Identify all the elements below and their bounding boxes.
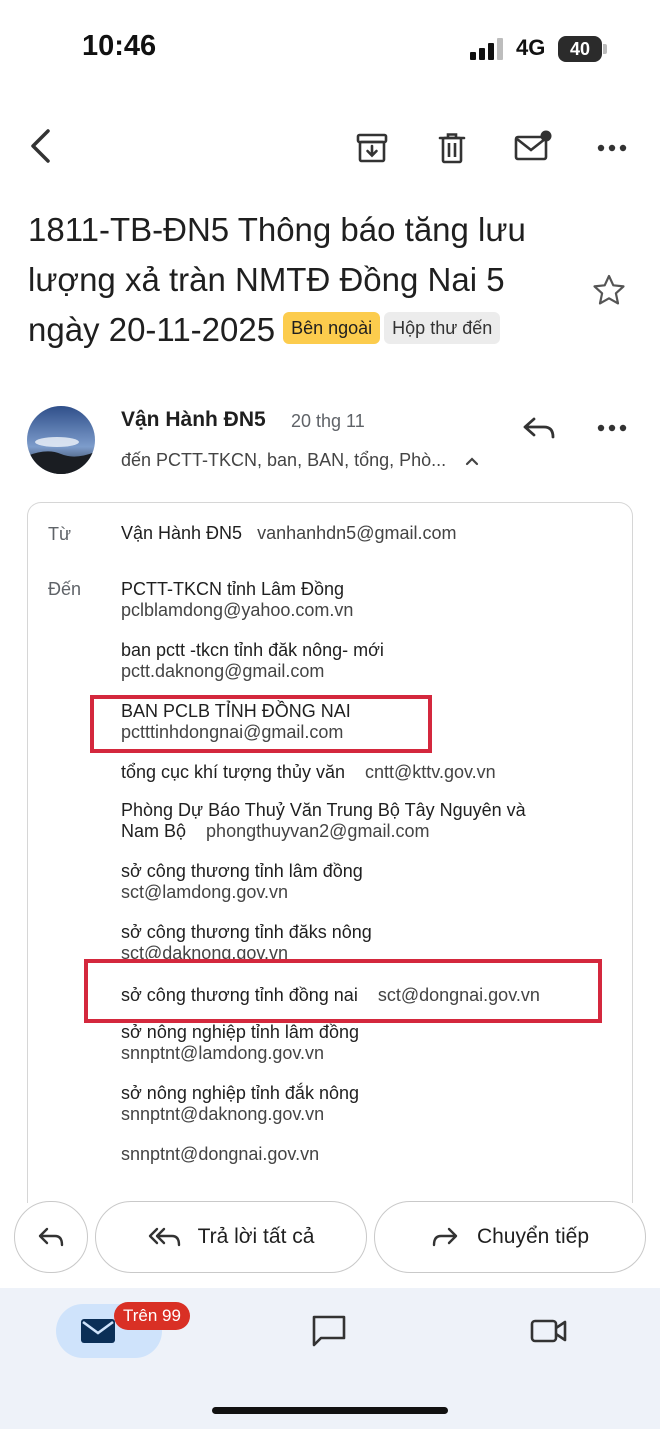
nav-chat-tab[interactable]: [304, 1308, 354, 1354]
chevron-left-icon: [27, 128, 53, 164]
nav-meet-tab[interactable]: [524, 1308, 574, 1354]
recipient-email[interactable]: snnptnt@daknong.gov.vn: [121, 1104, 325, 1124]
subject-line-3-text: ngày 20-11-2025: [28, 311, 276, 348]
battery-icon: 40: [558, 36, 602, 62]
sender-avatar[interactable]: [27, 406, 95, 474]
more-horizontal-icon: [597, 424, 627, 432]
signal-icon: [470, 38, 506, 60]
mail-unread-icon: [513, 129, 553, 165]
from-row: [121, 523, 456, 544]
recipient-name: sở công thương tỉnh đồng nai: [121, 985, 358, 1005]
chat-icon: [311, 1314, 347, 1348]
label-inbox[interactable]: Hộp thư đến: [384, 312, 500, 344]
star-button[interactable]: [586, 268, 632, 312]
recipient-name: BAN PCLB TỈNH ĐỒNG NAI: [121, 701, 351, 721]
reply-all-button[interactable]: [95, 1201, 367, 1273]
recipient-name: sở nông nghiệp tỉnh đắk nông: [121, 1083, 359, 1103]
avatar-image: [27, 406, 95, 474]
from-label: Từ: [48, 524, 72, 544]
recipient-name: sở công thương tỉnh đăks nông: [121, 922, 372, 942]
subject-line-1: 1811-TB-ĐN5 Thông báo tăng lưu: [28, 211, 526, 248]
from-email[interactable]: vanhanhdn5@gmail.com: [257, 523, 457, 543]
recipient-email[interactable]: sct@daknong.gov.vn: [121, 943, 289, 963]
recipients-summary-text: đến PCTT-TKCN, ban, BAN, tổng, Phò...: [121, 450, 447, 470]
forward-button[interactable]: [374, 1201, 646, 1273]
recipient-item: [121, 762, 496, 783]
home-indicator: [212, 1407, 448, 1414]
status-time: 10:46: [82, 30, 157, 62]
recipient-item: [121, 922, 372, 964]
chevron-up-icon: [465, 456, 479, 466]
email-subject: [28, 205, 588, 355]
to-label: Đến: [48, 579, 82, 599]
mail-badge: Trên 99: [114, 1302, 190, 1330]
subject-line-2: lượng xả tràn NMTĐ Đồng Nai 5: [28, 261, 505, 298]
recipient-email[interactable]: pclblamdong@yahoo.com.vn: [121, 600, 354, 620]
recipient-email[interactable]: pctt.daknong@gmail.com: [121, 661, 325, 681]
recipient-name: sở nông nghiệp tỉnh lâm đồng: [121, 1022, 359, 1042]
network-type: 4G: [516, 35, 546, 60]
trash-icon: [437, 131, 467, 165]
recipient-details-card: [27, 502, 633, 1203]
reply-icon: [522, 415, 556, 441]
reply-all-icon: [148, 1226, 182, 1248]
recipient-email[interactable]: sct@lamdong.gov.vn: [121, 882, 289, 902]
recipient-email[interactable]: snnptnt@dongnai.gov.vn: [121, 1144, 320, 1164]
reply-icon: [37, 1226, 65, 1248]
reply-button[interactable]: [14, 1201, 88, 1273]
battery-tip: [603, 44, 607, 54]
recipient-item: [121, 640, 384, 682]
recipient-item: [121, 800, 526, 842]
from-name: Vận Hành ĐN5: [121, 523, 243, 543]
recipient-email[interactable]: pctttinhdongnai@gmail.com: [121, 722, 344, 742]
highlight-box: [84, 959, 602, 1023]
recipient-email[interactable]: phongthuyvan2@gmail.com: [206, 821, 430, 841]
mail-icon: [80, 1317, 116, 1345]
recipient-item: [121, 861, 363, 903]
video-camera-icon: [530, 1317, 568, 1345]
message-more-button[interactable]: [590, 410, 634, 446]
recipient-name: sở công thương tỉnh lâm đồng: [121, 861, 363, 881]
recipient-name: PCTT-TKCN tỉnh Lâm Đồng: [121, 579, 345, 599]
delete-button[interactable]: [430, 126, 474, 170]
recipient-item: [121, 1144, 319, 1165]
mark-unread-button[interactable]: [510, 124, 556, 170]
recipient-name: tổng cục khí tượng thủy văn: [121, 762, 345, 782]
recipient-name: ban pctt -tkcn tỉnh đăk nông- mới: [121, 640, 384, 660]
recipient-email[interactable]: cntt@kttv.gov.vn: [365, 762, 496, 782]
recipient-name-continued: Nam Bộ: [121, 821, 187, 841]
sender-name[interactable]: Vận Hành ĐN5: [121, 408, 266, 431]
recipient-item: [121, 1022, 359, 1064]
forward-label: Chuyển tiếp: [476, 1225, 590, 1248]
forward-icon: [431, 1226, 459, 1248]
subject-line-3: [28, 305, 588, 355]
archive-icon: [355, 131, 389, 165]
reply-all-label: Trả lời tất cả: [197, 1225, 315, 1248]
recipient-item: [121, 1083, 359, 1125]
recipients-summary[interactable]: [121, 450, 479, 471]
more-horizontal-icon: [597, 144, 627, 152]
star-icon: [591, 273, 627, 307]
recipient-email[interactable]: sct@dongnai.gov.vn: [377, 985, 540, 1005]
label-external[interactable]: Bên ngoài: [283, 312, 380, 344]
archive-button[interactable]: [350, 126, 394, 170]
sender-date: 20 thg 11: [291, 411, 365, 431]
back-button[interactable]: [18, 124, 62, 168]
recipient-email[interactable]: snnptnt@lamdong.gov.vn: [121, 1043, 325, 1063]
highlight-box: [90, 695, 432, 753]
reply-icon-button[interactable]: [516, 408, 562, 448]
more-options-button[interactable]: [590, 128, 634, 168]
recipient-item: [121, 579, 353, 621]
recipient-name: Phòng Dự Báo Thuỷ Văn Trung Bộ Tây Nguyên và: [121, 800, 526, 820]
